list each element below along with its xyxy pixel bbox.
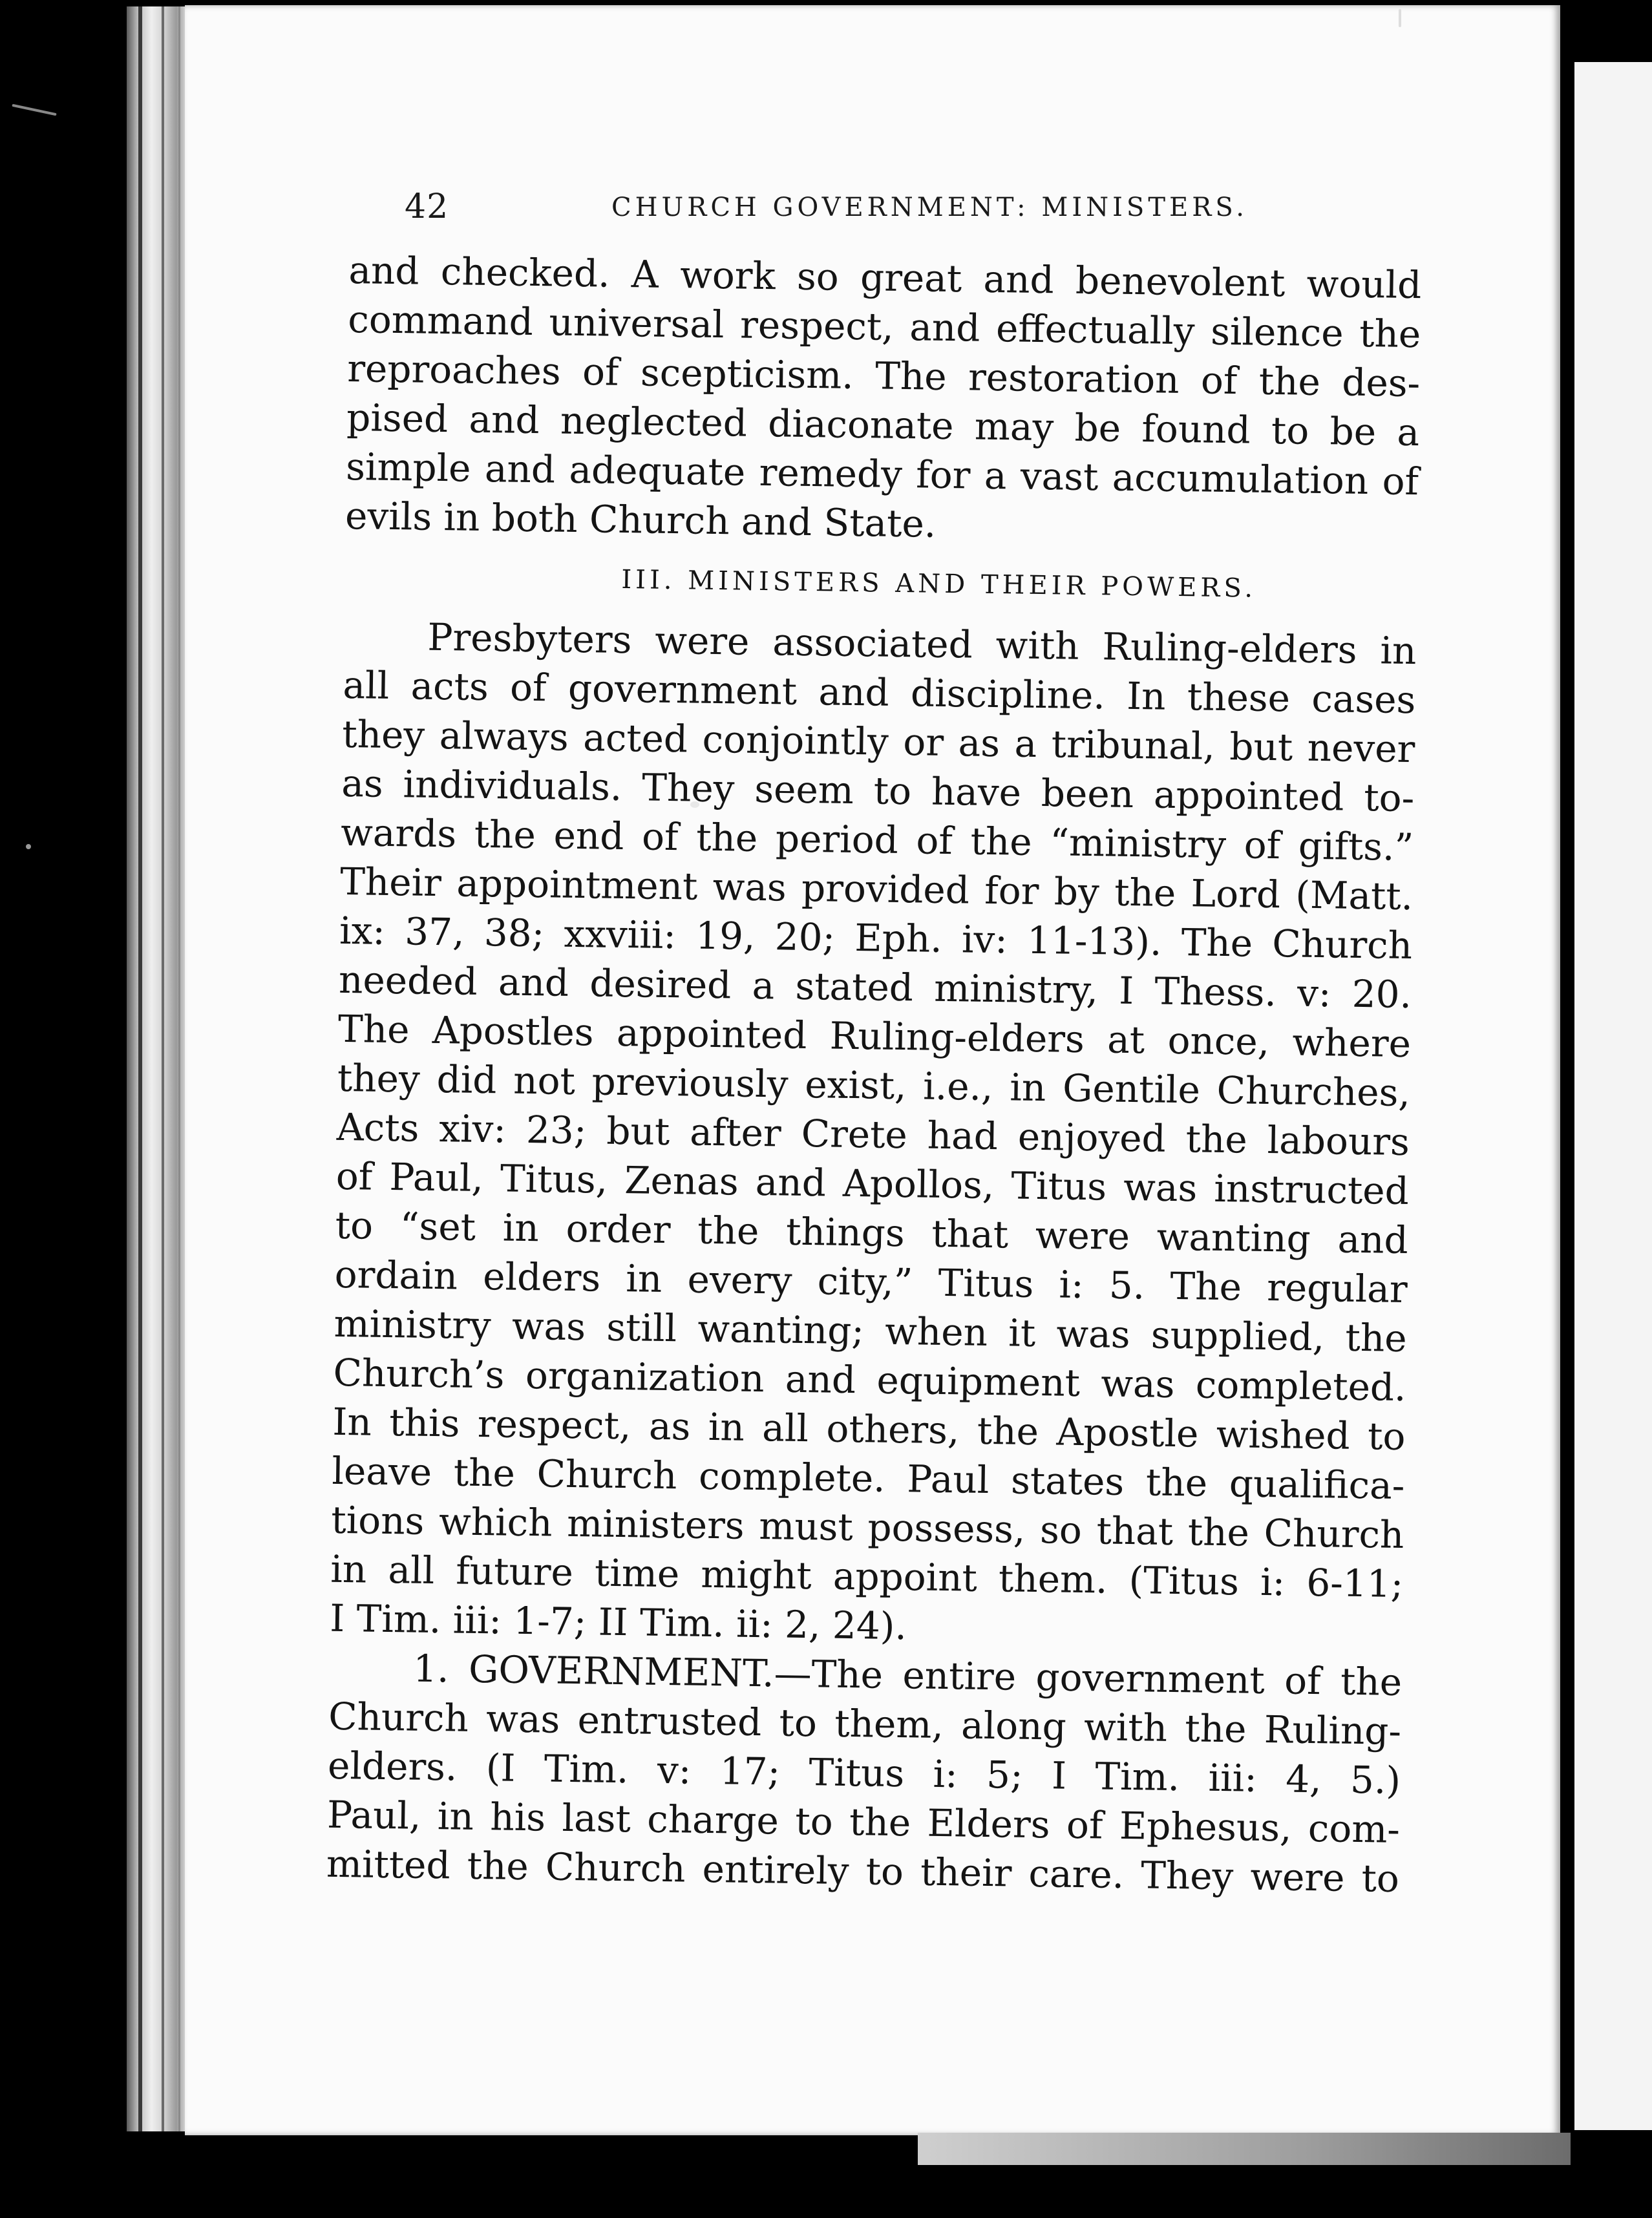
spine-line <box>138 6 142 2131</box>
scan-artifact <box>12 104 56 116</box>
paragraph <box>326 1643 1403 1903</box>
text-line: ix: 37, 38; xxviii: 19, 20; Eph. iv: 11-13). The Church <box>339 908 1413 968</box>
text-line: Their appointment was provided for by the Lord (Matt. <box>339 859 1414 919</box>
facing-page-edge <box>1574 62 1652 2130</box>
page-bottom-shadow <box>918 2133 1571 2165</box>
section-heading: III. MINISTERS AND THEIR POWERS. <box>621 564 1257 604</box>
text-line: 1. GOVERNMENT.—The entire government of the <box>412 1646 1403 1704</box>
paragraph <box>345 246 1422 555</box>
scan-artifact <box>1399 9 1401 27</box>
text-line: Presbyters were associated with Ruling-elders in <box>427 615 1417 673</box>
spine-line <box>178 6 180 2131</box>
text-line: needed and desired a stated ministry, I Thess. v: 20. <box>338 957 1412 1017</box>
text-line: Acts xiv: 23; but after Crete had enjoyed the labours <box>336 1104 1410 1165</box>
text-line: I Tim. iii: 1-7; II Tim. ii: 2, 24). <box>329 1596 907 1649</box>
page-number: 42 <box>405 187 449 226</box>
text-line: Paul, in his last charge to the Elders of Ephesus, com- <box>326 1792 1401 1852</box>
text-line: in all future time might appoint them. (Titus i: 6-11; <box>330 1547 1404 1606</box>
text-line: wards the end of the period of the “ministry of gifts.” <box>340 810 1414 870</box>
text-line: elders. (I Tim. v: 17; Titus i: 5; I Tim. iii: 4, 5.) <box>327 1743 1401 1802</box>
running-title: CHURCH GOVERNMENT: MINISTERS. <box>611 193 1249 222</box>
text-line: to “set in order the things that were wanting and <box>335 1203 1409 1263</box>
text-line: tions which ministers must possess, so that the Church <box>330 1497 1404 1557</box>
text-line: as individuals. They seem to have been appointed to- <box>341 761 1415 821</box>
text-line: In this respect, as in all others, the Apostle wished to <box>332 1399 1406 1459</box>
scan-artifact <box>26 844 31 849</box>
text-line: pised and neglected diaconate may be found to be a <box>346 395 1420 455</box>
text-line: mitted the Church entirely to their care. They were to <box>326 1841 1400 1901</box>
text-line: leave the Church complete. Paul states the qualifica- <box>332 1448 1405 1508</box>
text-line: Church was entrusted to them, along with the Ruling- <box>328 1694 1402 1753</box>
text-line: The Apostles appointed Ruling-elders at once, where <box>337 1006 1412 1066</box>
text-line: ministry was still wanting; when it was supplied, the <box>334 1301 1408 1361</box>
text-line: of Paul, Titus, Zenas and Apollos, Titus was instructed <box>335 1154 1410 1214</box>
text-line: command universal respect, and effectually silence the <box>347 297 1421 357</box>
text-line: they always acted conjointly or as a tribunal, but never <box>341 712 1415 772</box>
book-spine-edge <box>127 6 189 2131</box>
text-line: all acts of government and discipline. In these cases <box>343 662 1416 723</box>
text-line: reproaches of scepticism. The restoration of the des- <box>346 346 1421 406</box>
page-body <box>326 246 1422 1903</box>
page-header <box>405 187 1258 246</box>
text-line: simple and adequate remedy for a vast accumulation of <box>345 444 1419 504</box>
text-line: evils in both Church and State. <box>344 493 937 546</box>
text-line: and checked. A work so great and benevolent would <box>348 248 1422 308</box>
spine-line <box>162 6 164 2131</box>
text-line: Church’s organization and equipment was completed. <box>333 1350 1406 1410</box>
paragraph <box>330 611 1417 1658</box>
text-line: they did not previously exist, i.e., in Gentile Churches, <box>337 1055 1411 1115</box>
text-line: ordain elders in every city,” Titus i: 5. The regular <box>334 1252 1408 1312</box>
